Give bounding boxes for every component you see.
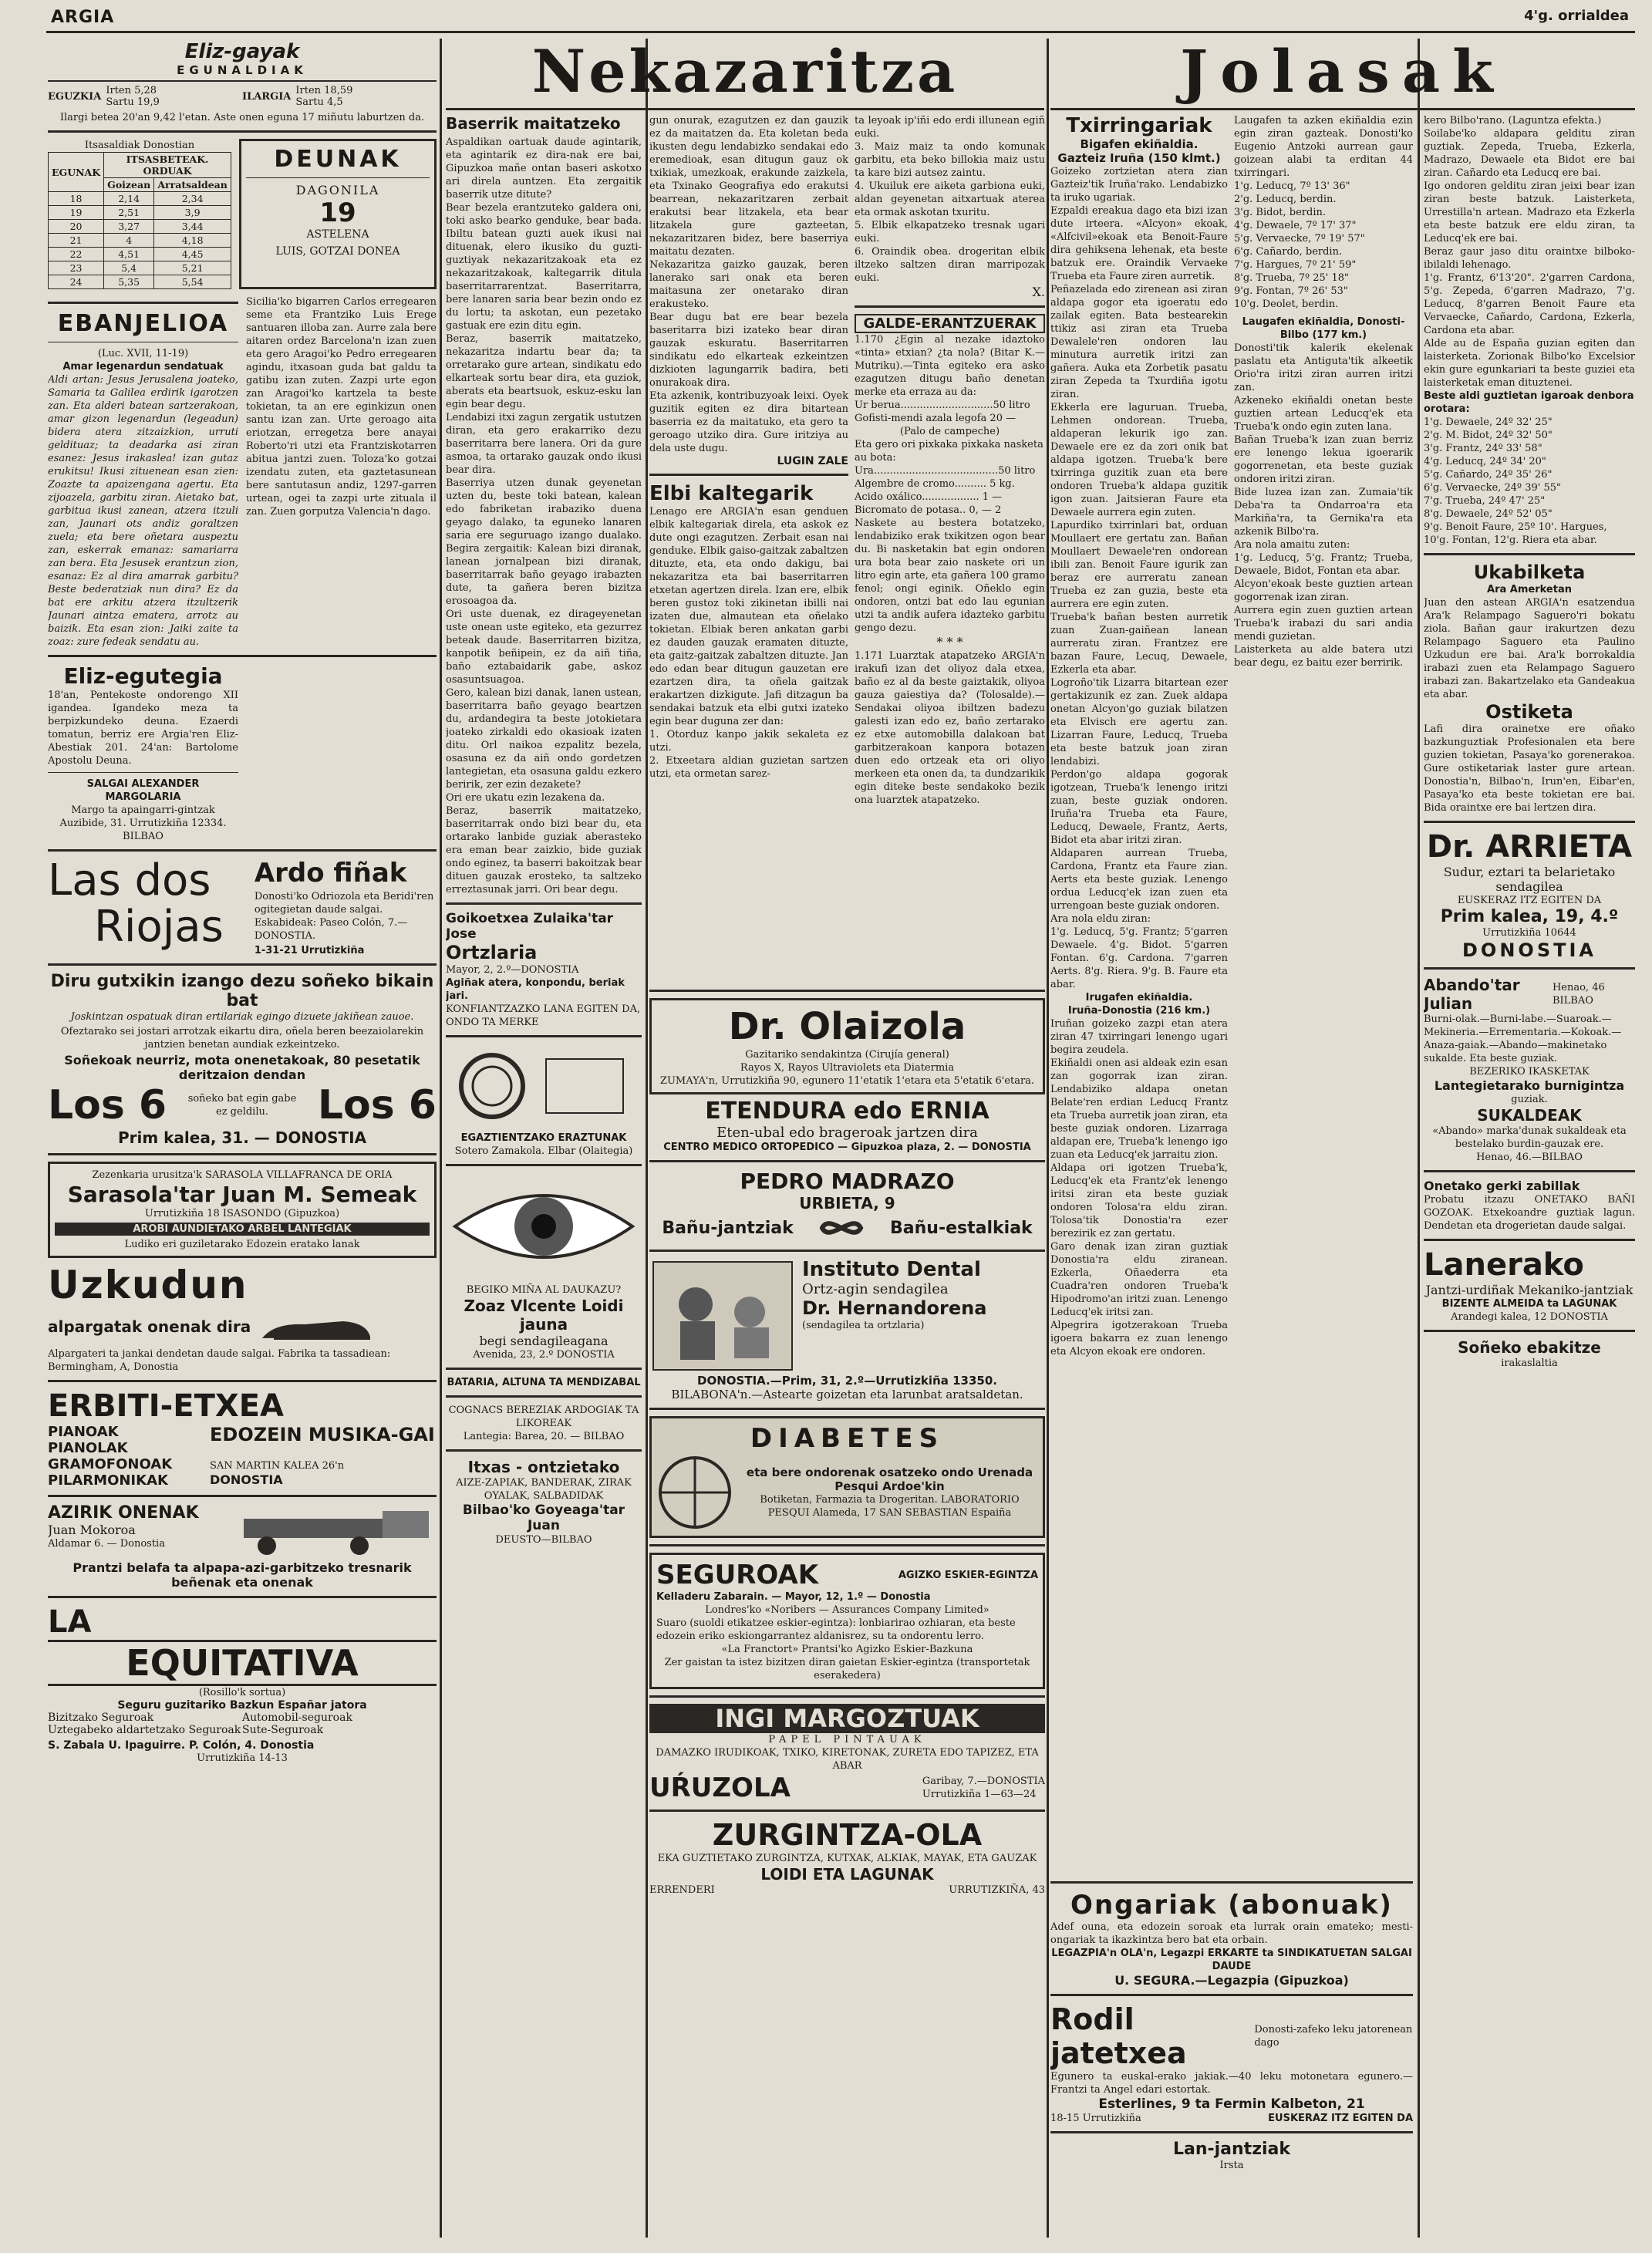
urrutizkina-43: URRUTIZKIÑA, 43 (949, 1884, 1045, 1896)
txirrin-title: Txirringariak (1066, 114, 1212, 137)
jol-t15: Alpegrira igotzerakoan Trueba igoera bakarra ez zuan lenengo eta Alcyon ekoak ere ondoren. (1050, 1320, 1228, 1358)
ingi-title: INGI MARGOZTUAK (649, 1704, 1045, 1733)
nek-p3: Beraz, baserrik maitatzeko, nekazaritza indartu bear da; ta orretarako gure artean, sindikatu edo elkarteak sortu bear dira, eta guziok, aberats eta beartsuok, eskuz-esku lan egin bear degu. (446, 333, 642, 410)
diru-text: Ofeztarako sei jostari arrotzak eikartu dira, oñela beren beezaiolarekin jantzien benetan aundiak ezkeintzeko. (60, 1026, 424, 1051)
galde-3: Gofisti-mendi azala legofa 20 — (855, 413, 1016, 424)
etendura-sub: Eten-ubal edo brageroak jartzen dira (716, 1125, 978, 1141)
olaizola-text: Rayos X, Rayos Ultraviolets eta Diatermia (740, 1062, 955, 1074)
loidi-lagunak: LOIDI ETA LAGUNAK (760, 1865, 934, 1884)
jol-t12: Ekiñaldi onen asi aldeak ezin esan zan gogorrak izan ziran. Lendabiziko aldapa onetan Belate'ren erdian Leducq Frantz eta Trueba aurretik joan ziran, eta beste guziak ondoren. Lizarraga aldapan ere, Trueba'k lenengo igo zuan eta Leducq'ek jarraitu zion. (1050, 1057, 1228, 1161)
loidi-title: Zoaz Vlcente Loidi jauna (464, 1297, 624, 1334)
farm-machine-icon (236, 1503, 437, 1557)
nek-p18: 6. Oraindik obea. drogeritan elbik iltzeko saltzen diran marripozak euki. (855, 246, 1045, 284)
nek-p5: Baserriya utzen dunak geyenetan uzten du, beste toki batean, kalean edo fabriketan irabaziko duena geyago dalako, ta eguneko lanaren saria ere seguruago izango dualako. Begira zergaitik: Kalean bizi diranak, lanean jornalpean bizi diranak, baserritarrak baño geyago irabazten dute, ta gañera beren bizitza erosoagoa da. (446, 477, 642, 607)
eguzkia-label: EGUZKIA (48, 90, 102, 103)
dagonila: DAGONILA (295, 183, 380, 197)
erbiti-city: DONOSTIA (210, 1472, 283, 1487)
seguroak-sub: AGIZKO ESKIER-EGINTZA (898, 1569, 1038, 1581)
ukabilketa-text: Juan den astean ARGIA'n esatzendua Ara'k Relampago Saguero'ri bokatu ziola. Bañan gaur irakurtzen dezu Relampago Saguero eta Paulino Uzkudun ere bai. Ara'k borrokaldia irabazi zuen eta Relampago Saguero irabazi zan. Bakartzelako eta Gandeakua eta abar. (1424, 597, 1635, 700)
aldamar: Aldamar 6. — Donostia (48, 1538, 165, 1550)
dentist-icon (649, 1258, 796, 1374)
jol-t18: Azkeneko ekiñaldi onetan beste guztien artean Leducq'ek eta Trueba'k ondo egin zuten lana. (1234, 395, 1413, 433)
nek-p1: Aspaldikan oartuak daude agintarik, eta agintarik ez dira-nak ere bai, Gipuzkoa mañe ontan baseri askotxo ari direla auntzen. Eta zergaitik baserrik utze ditute? (446, 137, 642, 201)
erbiti-ad (48, 1388, 437, 1489)
jol-t2: Ezpaldi ereakua dago eta bizi izan dute irteera. «Alcyon» ekoak, «Alfcivil»ekoak eta Benoit-Faure dira gehiksena lehenak, eta beste batzuk ere. Oraindik Vervaeke Trueba eta Faure ziren aurretik. (1050, 205, 1228, 282)
galde-11: 1.171 Luarztak atapatzeko ARGIA'n irakufi izan det oliyoz dala etxea, baño ez al da beste gaiztakik, oliyoa gauza gaiestiya da? (Tolosalde).—Sendakai oliyoa ibiltzen badezu galesti izan edo ez, baño zertarako ez etxe automobilla dalakoan bat garbitzerakoan kanpora botazen duen edo ortzeak eta ori oliyo merkeen eta onen da, ta dundzarikik egin diteke beste sendakoko bezik ona luarztek atapatzeko. (855, 650, 1045, 806)
ardo-finak: Ardo fiñak (254, 858, 407, 889)
banu-jantziak: Bañu-jantziak (662, 1218, 794, 1238)
table-row: 22 4,51 4,45 (49, 248, 231, 261)
nek-sig: LUGIN ZALE (777, 455, 848, 467)
nek-p16: 4. Ukuiluk ere aiketa garbiona euki, aldan geyenetan aitxartuak aterea eta ormak askotan txuritu. (855, 180, 1045, 218)
jol-t4: Ekkerla ere laguruan. Trueba, Lehmen ondorean. Trueba, aldaperan lekurik igo zan. Dewaele ere ez da zori onik bat aldapa igotzen. Trueba'k bere txirringa guzitik zuan eta bere ondoren Trueba'k aldapa guzitik igon zuan. Jaitsieran Faure eta Dewaele aurrera egin zuten. (1050, 402, 1228, 518)
saint-text: Sicilia'ko bigarren Carlos erregearen seme eta Frantziko Luis Erege santuaren illoba zan. Aurre zala bere aitaren ordez Barcelona'n izan zuen eta gero Aragoi'ko Pedro erregearen agindu, itxasoan guda bat galdu ta gatibu izan zuten. Zazpi urte egon zan Aragoi'ko kartzela ta beste tokietan, ta an ere eginkizun onen santu izan zan. Urte geroago aita eriotzan, erregetza bere anayai Roberto'ri utzi eta Frantziskotarren abitua jantzi zuen. Toloza'ko gotzai izendatu zuten, eta gaztetasunean bere santutasun andiz, 1297-garren urtean, ogei ta zazpi urte zituala il zan. Zuen gorputza Valencia'n dago. (246, 296, 437, 518)
riojas: Riojas (94, 902, 224, 952)
jol-t11: Iruñan goizeko zazpi etan atera ziran 47 txirringari lenengo ugari begira zeudela. (1050, 1018, 1228, 1056)
papel: PAPEL PINTAUAK (768, 1734, 926, 1745)
uruzola-addr: Garibay, 7.—DONOSTIA (922, 1776, 1045, 1787)
masthead-right: 4'g. orrialdea (1524, 8, 1629, 24)
nek-p10: gun onurak, ezagutzen ez dan gauzik ez da maitatzen da. Eta koletan beda ikusten degu lendabizko sendakai edo eremedioak, esan ditugun gauz ok txikiak, umezkoak, erakunde zaizkela, eta Txinako Geografiya edo erakutsi bearrean, nekazaritzaren zerbait erakutsi bear litzakela, eta bear litzakela gure gazteetan, nekazaritzaren bidez, bere baserriya maitatu dezaten. (649, 115, 848, 258)
erraztuna-note: EGAZTIENTZAKO ERAZTUNAK (460, 1132, 627, 1144)
galde-1: 1.170 ¿Egin al nezake idaztoko «tinta» etxian? ¿ta nola? (Bitar K.—Mutriku).—Tinta egiteko era asko ezagutzen ditugu baño denetan merke eta erraza au da: (855, 334, 1045, 398)
irsta: Irsta (1219, 2160, 1244, 2171)
sarasola-top: Zezenkaria urusitza'k SARASOLA VILLAFRANCA DE ORIA (92, 1169, 393, 1181)
jol-t10: Ara nola eldu ziran: (1050, 913, 1151, 925)
lasdos: Las dos (48, 855, 211, 906)
masthead-left: ARGIA (51, 8, 115, 27)
rule-3 (1047, 39, 1049, 2238)
jol-t22: Alcyon'ekoak beste guztien artean gogorrenak izan ziran. (1234, 578, 1413, 603)
pianolak: PIANOLAK (48, 1440, 128, 1456)
gazteiz: Gazteiz Iruña (150 klmt.) (1057, 151, 1221, 165)
irugarren: Irugafen ekiñaldia. (1085, 992, 1193, 1003)
azirik-ad (48, 1503, 437, 1557)
jol-t3: Peñazelada edo zirenean asi ziran aldapa gogor eta igoeratu edo zailak egiten. Bata bestearekin ttikiz asi ziran eta Trueba Dewalele'ren ondoren lau minutura aurretik iritzi zan gañera. Auka eta Zorbetik pasatu ziran Zepeda ta Txurdiña igotu ziran. (1050, 284, 1228, 400)
sukaldeak-text: «Abando» marka'dunak sukaldeak eta bestelako burdin-gauzak ere. (1432, 1125, 1627, 1150)
onetako-text: Probatu itzazu ONETAKO BAÑI GOZOAK. Etxekoandre guztiak lagun. Dendetan eta drogerietan daude salgai. (1424, 1194, 1635, 1232)
deunak-title: DEUNAK (274, 146, 402, 173)
goikoetxea-title: Goikoetxea Zulaika'tar Jose (446, 911, 614, 942)
ludiko: Ludiko eri guziletarako Edozein eratako lanak (124, 1239, 360, 1250)
baserri-title: Baserrik maitatzeko (446, 114, 621, 133)
jol-t24: Laisterketa au alde batera utzi bear degu, ez baitu ezer berririk. (1234, 644, 1413, 669)
arrivals-2: 1'g. Leducq, 5'g. Frantz; Trueba, Dewaele, Bidot, Fontan eta abar. (1234, 552, 1413, 577)
azirik-title: AZIRIK ONENAK (48, 1503, 199, 1523)
arrieta-title: Dr. ARRIETA (1426, 829, 1633, 865)
jol-t21: Ara nola amaitu zuten: (1234, 539, 1350, 551)
general-list: 1'g. Dewaele, 24º 32' 25" 2'g. M. Bidot, 24º 32' 50" 3'g. Frantz, 24º 33' 58" 4'g. Leducq, 24º 34' 20" 5'g. Cañardo, 24º 35' 26" 6'g. Vervaecke, 24º 39' 55" 7'g. Trueba, 24º 47' 25" 8'g. Dewaele, 24º 52' 05" 9'g. Benoit Faure, 25º 10'. Hargues, 10'g. Fontan, 12'g. Riera eta abar. (1424, 417, 1607, 546)
jol-t17: Donosti'tik kalerik ekelenak paslatu eta Antiguta'tik alkeetik Orio'ra iritzi ziran aurren iritzi zan. (1234, 342, 1413, 393)
galde-2: Ur berua.............................50 litro (855, 400, 1030, 411)
gramofonoak: GRAMOFONOAK (48, 1456, 173, 1472)
ukabilketa-title: Ukabilketa (1473, 562, 1586, 583)
las-dos-riojas-ad (48, 855, 437, 957)
sanmartin: SAN MARTIN KALEA 26'n (210, 1460, 345, 1472)
euskeraz: EUSKERAZ ITZ EGITEN DA (1268, 2113, 1413, 2124)
seguroak-text4: Zer gaistan ta istez bizitzen diran gaietan Eskier-egintza (transportetak eserakedera) (664, 1657, 1030, 1681)
onetako-title: Onetako gerki zabillak (1424, 1179, 1580, 1193)
nek-p6: Ori uste duenak, ez dirageyenetan uste onean uste egiteko, eta gezurrez beteak daude. Baserritarren bizitza, kanpotik beñipein, ez da aiñ tiña, baño eztabaidarik gabe, askoz osasuntsuagoa. (446, 609, 642, 686)
instituto-title: Instituto Dental (802, 1258, 981, 1281)
jol-col-a (1050, 114, 1228, 1875)
nek-p7: Gero, kalean bizi danak, lanen ustean, baserritarra baño geyago beartzen du, ardandegira ta beste jotokietara joateko zirkaldi edo okasioak izaten ditu. Orl naikoa ezpalitz bezela, osasuna ez da aiñ ondo gordetzen lantegietan, eta osasuna galdu ezkero beririk, zer ezin dezakete? (446, 687, 642, 791)
bizente: BIZENTE ALMEIDA ta LAGUNAK (1441, 1298, 1617, 1310)
tide-table: EGUNAK ITSASBETEAK. ORDUAK Goizean Arratsaldean 18 2,14 2,34 19 2,51 3,9 20 3,27 3,44 21 4 4,18 22 4,51 4,45 23 5,4 5,21 24 5,35 5,54 (48, 152, 231, 289)
ostiketa-title: Ostiketa (1485, 701, 1573, 723)
zurgintza-text: EKA GUZTIETAKO ZURGINTZA, KUTXAK, ALKIAK, MAYAK, ETA GAUZAK (657, 1853, 1037, 1864)
olaizola-ad (649, 998, 1045, 1094)
ingi-text: DAMAZKO IRUDIKOAK, TXIKO, KIRETONAK, ZURETA EDO TAPIZEZ, ETA ABAR (656, 1747, 1039, 1772)
jol-col-c (1424, 114, 1635, 2238)
lantegia: Lantegia: Barea, 20. — BILBAO (463, 1431, 625, 1442)
jolasak-title: Jolasak (1180, 37, 1505, 106)
nek-rule (446, 108, 1044, 110)
henao: Henao, 46.—BILBAO (1476, 1152, 1583, 1163)
nek-p14: ta leyoak ip'iñi edo erdi illunean egiñ euki. (855, 115, 1045, 140)
urbieta: URBIETA, 9 (799, 1194, 895, 1213)
jol-t19: Bañan Trueba'k izan zuan berriz ere lenengo lekua igoerarik gogorrenetan, eta beste guziak ondoren iritzi ziran. (1234, 434, 1413, 485)
jol-t7: Logroño'tik Lizarra bitartean ezer gertakizunik ez zan. Zuek aldapa onetan Alcyon'go guziak bilatzen eta Elvisch ere agertu zan. Lizarran Faure, Leducq, Trueba eta beste batzuk joan ziran lendabizi. (1050, 677, 1228, 767)
konf: KONFIANTZAZKO LANA EGITEN DA, ONDO TA MERKE (446, 1003, 641, 1028)
etendura-addr: CENTRO MEDICO ORTOPEDICO — Gipuzkoa plaza, 2. — DONOSTIA (663, 1142, 1031, 1153)
jol-t23: Aurrera egin zuen guztien artean Trueba'k irabazi du sari andia mendi guzietan. (1234, 605, 1413, 643)
sute: Sute-Seguroak (242, 1724, 324, 1736)
sarasola-name: Sarasola'tar Juan M. Semeak (67, 1182, 417, 1207)
esterlines: Esterlines, 9 ta Fermin Kalbeton, 21 (1098, 2096, 1365, 2112)
hernan-addr: DONOSTIA.—Prim, 31, 2.º—Urrutizkiña 13350. (697, 1374, 997, 1388)
table-row: 21 4 4,18 (49, 234, 231, 248)
rodil-title: Rodil jatetxea (1050, 2002, 1187, 2070)
jolasak-bottom-ads (1050, 1875, 1413, 2238)
galde-10: Naskete au bestera botatzeko, lendabiziko erak txikitzen ogon bear du. Bi nasketakin bat egin ondoren ura bota bear zaio naskete ori un litro egin arte, eta gañera 100 gramo fenol; ongi eginik. Oñeklo egin ondoren, ontzi bat edo lau egunian utzi ta andik aufera idazteko garbitu gengo dezu. (855, 518, 1045, 634)
zabala: S. Zabala U. Ipaguirre. P. Colón, 4. Donostia (48, 1739, 315, 1752)
bizente-addr: Arandegi kalea, 12 DONOSTIA (1451, 1311, 1608, 1323)
ortz-agin: Ortz-agin sendagilea (802, 1281, 949, 1297)
table-row: 18 2,14 2,34 (49, 192, 231, 206)
seguroak-title: SEGUROAK (656, 1560, 819, 1590)
uzkudun-text: Alpargateri ta jankai dendetan daude salgai. Fabrika ta tassadiean: Bermingham, A, Donostia (48, 1348, 391, 1373)
frantzi-text: Prantzi belafa ta alpapa-azi-garbitzeko tresnarik beñenak eta onenak (72, 1560, 412, 1590)
uztegabe: Uztegabeko aldartetzako Seguroak (48, 1724, 241, 1736)
rule-1 (440, 39, 442, 2238)
jol-t16: Laugafen ta azken ekiñaldia ezin egin ziran gazteak. Donosti'ko Eugenio Antzoki aurrean gaur goizean alabi ta erditan 44 txirringari. (1234, 115, 1413, 179)
irten2: Irten 18,59 (295, 85, 353, 96)
bataria: BATARIA, ALTUNA TA MENDIZABAL (447, 1377, 641, 1388)
erbiti-title: ERBITI-ETXEA (48, 1388, 284, 1424)
arobi: AROBI AUNDIETAKO ARBEL LANTEGIAK (55, 1223, 430, 1236)
olaizola-title: Dr. Olaizola (728, 1005, 966, 1048)
ongariak-text: Adef ouna, eta edozein soroak eta lurrak orain emateko; mesti-ongariak ta ikazkintza bero bat eta orbain. (1050, 1921, 1413, 1946)
deunak-box (239, 139, 437, 289)
pesqui-logo-icon (656, 1454, 733, 1531)
nek-p13: Eta azkenik, kontribuzyoak leixi. Oyek guzitik egiten ez dira bitartean baserria ez da maitatuko, eta gero ta geroago utziko dira. Gure iritziya au dela uste dugu. (649, 390, 848, 454)
deusto: DEUSTO—BILBAO (495, 1534, 592, 1546)
ring-icon (446, 1044, 639, 1128)
loidi-sub: begi sendagileagana (479, 1334, 609, 1348)
automobil: Automobil-seguroak (242, 1712, 352, 1724)
ara-amerketan: Ara Amerketan (1487, 584, 1572, 595)
sukaldeak: SUKALDEAK (1477, 1106, 1582, 1125)
egunaldiak: EGUNALDIAK (177, 63, 308, 77)
goikoetxea-ad (446, 911, 642, 1029)
itxas-text: AIZE-ZAPIAK, BANDERAK, ZIRAK OYALAK, SALBADIDAK (456, 1477, 632, 1502)
hernan-title: Dr. Hernandorena (802, 1297, 987, 1319)
pilarmonikak: PILARMONIKAK (48, 1472, 168, 1489)
rule-2 (646, 39, 648, 2238)
astelena: ASTELENA (306, 228, 369, 241)
seguroak-text3: «La Franctort» Prantsi'ko Agizko Eskier-Bazkuna (721, 1644, 973, 1655)
table-row: 20 3,27 3,44 (49, 220, 231, 234)
diabetes-sub: Botiketan, Farmazia ta Drogeritan. LABORATORIO PESQUI Alameda, 17 SAN SEBASTIAN Espaiña (760, 1494, 1020, 1519)
sarasola-sub: Urrutizkiña 18 ISASONDO (Gipuzkoa) (144, 1208, 340, 1219)
nek-p4: Lendabizi itxi zagun zergatik ustutzen diran, eta gero erakarriko dezu baserritarra bere lanera. Ori da gure asmoa, ta ortarako gauzak ondo ikusi bear dira. (446, 412, 642, 476)
cognacs: COGNACS BEREZIAK ARDOGIAK TA LIKOREAK (448, 1405, 639, 1429)
begiko: BEGIKO MIÑA AL DAUKAZU? (466, 1284, 622, 1296)
saint-name: LUIS, GOTZAI DONEA (275, 245, 400, 258)
sarasola-ad (48, 1162, 437, 1258)
ikas: irakaslaltia (1501, 1358, 1558, 1369)
dental-ad (649, 1258, 1045, 1374)
sonekoak: Soñekoak neurriz, mota onenetakoak, 80 pesetatik deritzaion dendan (64, 1053, 420, 1082)
top-rule (46, 31, 1635, 33)
uzkudun-title: Uzkudun (48, 1263, 248, 1307)
bigarren: Bigafen ekiñaldia. (1080, 137, 1199, 151)
sun-moon-table (48, 82, 437, 111)
olaizola-text2: ZUMAYA'n, Urrutizkiña 90, egunero 11'etatik 1'etara eta 5'etatik 6'etara. (659, 1075, 1035, 1087)
nek-p15: 3. Maiz maiz ta ondo komunak garbitu, eta beko billokia maiz ustu ta kare bizi autsez zaintu. (855, 141, 1045, 179)
jol-t8: Perdon'go aldapa gogorak igotzean, Trueba'k lenengo iritzi zuan, beste guziak ondoren. Iruña'ra Trueba eta Faure, Leducq, Dewaele, Frantz, Aerts, Bidot eta abar iritzi ziran. (1050, 769, 1228, 846)
seguroak-text: Londres'ko «Noribers — Assurances Company Limited» (705, 1604, 990, 1616)
eliz-egutegia-title: Eliz-egutegia (63, 663, 223, 689)
aginak: Agiñak atera, konpondu, beriak jari. (446, 977, 625, 1002)
galde-8: Acido oxálico.................. 1 — (855, 491, 1003, 503)
ebanjelioa-title: EBANJELIOA (57, 310, 229, 337)
zurgintza-title: ZURGINTZA-OLA (712, 1818, 983, 1852)
arrieta-tel: Urrutizkiña 10644 (1482, 927, 1576, 939)
galde-5: Eta gero ori pixkaka pixkaka nasketa au bota: (855, 439, 1043, 464)
nek-p11: Nekazaritza gaizko gauzak, beren lanerako sari onak eta beren maitasuna zer onetarako diran erakusteko. (649, 259, 848, 310)
jol-t1: Goizeko zortzietan atera zian Gazteiz'tik Iruña'rako. Lendabizko ta iruko ugariak. (1050, 166, 1228, 204)
arrieta-addr: Prim kalea, 19, 4.º (1440, 907, 1619, 926)
diabetes-title: DIABETES (750, 1423, 945, 1454)
equitativa-ad (48, 1604, 437, 1765)
ilargia-label: ILARGIA (242, 90, 292, 103)
moon-note: Ilargi betea 20'an 9,42 l'etan. Aste onen eguna 17 miñutu laburtzen da. (59, 112, 425, 123)
column-left (48, 40, 437, 2238)
abando-text: Burni-olak.—Burni-labe.—Suaroak.—Mekineria.—Errementaria.—Kokoak.—Anaza-gaiak.—Abando—makinetako sukalde. Eta beste guziak. (1424, 1014, 1622, 1064)
rosillo: (Rosillo'k sortua) (198, 1687, 286, 1698)
zabala-tel: Urrutizkiña 14-13 (197, 1752, 288, 1764)
ardo-text: Donosti'ko Odriozola eta Beridi'ren ogitegietan daude salgai. Eskabideak: Paseo Colón, 7.—DONOSTIA. (254, 891, 434, 942)
madrazo-title: PEDRO MADRAZO (740, 1169, 955, 1194)
ardo-tel: 1-31-21 Urrutizkiña (254, 945, 365, 956)
x-sig: X. (1032, 285, 1045, 299)
galde-9: Bicromato de potasa.. 0, — 2 (855, 504, 1002, 516)
rule-4 (1418, 39, 1420, 2238)
galde-7: Algembre de cromo.......... 5 kg. (855, 478, 1015, 490)
prim-kalea: Prim kalea, 31. — DONOSTIA (117, 1128, 367, 1147)
uruzola-title: UŔUZOLA (649, 1772, 791, 1803)
nek-p8: Ori ere ukatu ezin lezakena da. (446, 792, 605, 804)
elbi-text: Lenago ere ARGIA'n esan genduen elbik kaltegariak direla, eta askok ez dute ongi ezagutzen. Zerbait esan nai genduke. Elbik gaiso-gaitzak zabaltzen dituzte, eta, eta ondo dakigu, bai nekazaritza eta bai baserritarren etxetan agertzen direla. Izan ere, elbik beren gustoz toki zikinetan ibilli nai izaten due, almautean eta oñelako tokietan. Elbiak beren ankatan garbi ez dauden gauzak eramaten dituzte, eta gaitz-gaitzak zabaltzen dituzte. Jan edo edan bear ditugun gauzetan ere ezartzen dira, ta oñela gaitzak erakartzen dizkigute. Jafi ditzagun ba sendakai batzuk eta elbi gutxi izateko egin bear duguna zer dan: (649, 506, 848, 727)
jol-t6: Trueba'k bañan besten aurretik zuan Zuan-gaiñean lanean aurreratu ziran. Frantzez ere bazan Faure, Lecuq, Dewaele, Ezkerla eta abar. (1050, 612, 1228, 676)
la-label: LA (48, 1604, 92, 1640)
laugarren: Laugafen ekiñaldia, Donosti-Bilbo (177 km.) (1242, 316, 1405, 341)
seguroak-line: Kelladeru Zabarain. — Mayor, 12, 1.º — Donostia (656, 1591, 931, 1603)
nek-p17: 5. Elbik elkapatzeko tresnak ugari euki. (855, 220, 1045, 245)
uzkudun-ad (48, 1263, 437, 1374)
nek-p9: Beraz, baserrik maitatzeko, baserritarrak ondo bizi bear du, eta ortarako lanbide guziak aberasteko era eman bear zaizkio, bide guziak ondo eginez, ta baserri bakoitzak bear dituen gauzak erosteko, ta saltzeko erreztasunak jarri. Ori bear degu. (446, 805, 642, 895)
olaizola-sub: Gazitariko sendakintza (Cirujía general) (745, 1049, 949, 1061)
table-row: 23 5,4 5,21 (49, 261, 231, 275)
jolasak-rule (1050, 108, 1635, 110)
elbi-title: Elbi kaltegarik (649, 482, 814, 505)
jol-t9: Aldaparen aurrean Trueba, Cardona, Frantz eta Faure zian. Aerts eta beste guziak. Lenengo ordua Leducq'ek izan zuen eta urrengoan beste guziak ondoren. (1050, 848, 1228, 912)
sartu2: Sartu 4,5 (295, 96, 343, 108)
shoe-icon (258, 1307, 374, 1346)
abando-addr: Henao, 46 BILBAO (1552, 982, 1605, 1007)
stage-list: 1'g. Leducq, 7º 13' 36" 2'g. Leducq, berdin. 3'g. Bidot, berdin. 4'g. Dewaele, 7º 17' 37" 5'g. Vervaecke, 7º 19' 57" 6'g. Cañardo, berdin. 7'g. Hargues, 7º 21' 59" 8'g. Trueba, 7º 25' 18" 9'g. Fontan, 7º 26' 53" 10'g. Deolet, berdin. (1234, 180, 1365, 310)
table-row: 24 5,35 5,54 (49, 275, 231, 289)
tel-18: 18-15 Urrutizkiña (1050, 2113, 1141, 2124)
ebanjelioa-ref: (Luc. XVII, 11-19) (97, 348, 189, 359)
sartu1: Sartu 19,9 (106, 96, 160, 108)
ebanjelioa-text: Aldi artan: Jesus Jerusalena joateko, Samaria ta Galilea erdirik igarotzen zan. Eta alderi batean sartzerakoan, amar gizon legenardun (legeadun) bidera atera zitzaizkion, urruti geldituaz; ta deadarka asi ziran esanez: Jesus irakaslea! izan gutaz erukitsu! Ikusi zituenean esan zien: Zoazte ta apaizengana agertu. Eta zijoazela, garbitu ziran. Aietako bat, garbitua ikusi zanean, atzera itzuli zan, Jaunari ots andiz goraltzen zuela; eta bere oñetara auspeztu zan, eskerrak emanaz: samariarra zan bera. Eta Jesusek erantzun zion, esanaz: Ez al dira amarrak garbitu? Beste bederatziak nun dira? Ez da bat ere arkitu atzera itzultzerik Jaunari aintza ematera, arrotz au baizik. Eta esan zion: Jaiki zaite ta zoaz: zure fedeak sendatu au. (48, 374, 238, 648)
bizitzako: Bizitzako Seguroak (48, 1712, 154, 1724)
arrieta-sub2: EUSKERAZ ITZ EGITEN DA (1457, 895, 1602, 906)
nek-p12: Bear dugu bat ere bear bezela baseritarra bizi izateko bear diran gauzak eskuratu. Baserritarren sindikatu edo elkarteak ezkeintzen dizkioten lagungarrik badira, beti onurakoak dira. (649, 312, 848, 389)
nekazaritza-title: Nekazaritza (531, 37, 959, 106)
soneko-title: Soñeko ebakitze (1458, 1338, 1601, 1357)
galde-6: Ura.......................................50 litro (855, 465, 1036, 477)
galde-title: GALDE-ERANTZUERAK (855, 314, 1045, 333)
ongariak-title: Ongariak (abonuak) (1070, 1890, 1393, 1921)
uruzola-tel: Urrutizkiña 1—63—24 (922, 1789, 1037, 1800)
jol-t20: Bide luzea izan zan. Zumaia'tik Deba'ra ta Ondarroa'ra eta Markiña'ra, ta Gernika'ra eta azkenik Bilbo'ra. (1234, 487, 1413, 538)
lanerako-text: Jantzi-urdiñak Mekaniko-jantziak (1425, 1283, 1633, 1297)
abando-note: BEZERIKO IKASKETAK (1469, 1066, 1590, 1078)
mokoroa: Juan Mokoroa (48, 1523, 136, 1537)
bilbo-title: Bilbao'ko Goyeaga'tar Juan (462, 1503, 625, 1533)
ostiketa-text: Lafi dira orainetxe ere oñako bazkunguztiak Profesionalen eta bere guzien tokietan, Pasaya'ko gorenerakoa. Gure ostiketariak laster gure artean. Donostia'n, Bilbao'n, Irun'en, Eibar'en, Pasaya'ko eta beste tokietan ere bai. Bida oraintxe ere bai lertzen dira. (1424, 723, 1635, 814)
knot-icon (818, 1213, 865, 1243)
jol-col-b (1234, 114, 1413, 1875)
hernan-sub: (sendagilea ta ortzlaria) (802, 1320, 925, 1331)
edozein-musika: EDOZEIN MUSIKA-GAI (210, 1424, 435, 1445)
jol-t14: Garo denak izan ziran guztiak Donostia'ra eldu ziranean. Ezkerla, Oñaederra eta Cuadra'ren ondoren Trueba'k Hipodromo'an iritzi zuan. Lenengo Leducq'ek iritsi zan. (1050, 1241, 1228, 1318)
usegura: U. SEGURA.—Legazpia (Gipuzkoa) (1114, 1973, 1349, 1988)
iruna-donostia: Iruña-Donostia (216 km.) (1067, 1005, 1211, 1017)
tide-title: Itsasaldiak Donostian (84, 140, 195, 151)
arrivals-1: 1'g. Leducq, 5'g. Frantz; 5'garren Dewaele. 4'g. Bidot. 5'garren Fontan. 6'g. Cardona. 7'garren Aerts. 8'g. Riera. 9'g. B. Faure eta abar. (1050, 926, 1228, 990)
jol-t13: Aldapa ori igotzen Trueba'k, Leducq'ek eta Frantz'ek lenengo iritsi ziran eta beste guziak ondoren Tolosa'ra eldu ziran. Tolosa'tik Donostia'ra ezer berezirik ez zan gertatu. (1050, 1162, 1228, 1239)
pianoak: PIANOAK (48, 1424, 119, 1440)
lantegietarako: Lantegietarako burnigintza (1434, 1078, 1625, 1093)
equitativa-title: EQUITATIVA (48, 1640, 437, 1686)
lan-jantziak: Lan-jantziak (1172, 2140, 1291, 2159)
loidi-addr: Avenida, 23, 2.º DONOSTIA (473, 1349, 615, 1361)
errenderi: ERRENDERI (649, 1884, 715, 1896)
eliz-egutegia-text: 18'an, Pentekoste ondorengo XII igandea. Igandeko meza ta berpizkundeko deuna. Ezaerdi tomatun, berriz ere Argia'ren Eliz-Abestiak 201. 24'an: Bartolome Apostolu Deuna. (48, 690, 238, 767)
seguroak-text2: Suaro (suoldi etikatzee eskier-egintza): lonbiarirao ozhiaran, eta beste edozein eriko eskiongarrantez aldanisrez, su ta ondorentu lerro. (656, 1617, 1016, 1642)
lanerako-title: Lanerako (1424, 1247, 1584, 1283)
itxas-title: Itxas - ontzietako (467, 1458, 620, 1476)
abando-title: Abando'tar Julian (1424, 976, 1520, 1013)
banu-estalkiak: Bañu-estalkiak (890, 1218, 1033, 1238)
eye-icon (446, 1172, 642, 1280)
nek-col-c: ta leyoak ip'iñi edo erdi illunean egiñ euki. 3. Maiz maiz ta ondo komunak garbitu, eta beko billokia maiz ustu ta kare bizi autsez zaintu. 4. Ukuiluk ere aiketa garbiona euki, aldan geyenetan aitxartuak aterea eta ormak askotan txuritu. 5. Elbik elkapatzeko tresnak ugari euki. 6. Oraindik obea. drogeritan elbik iltzeko saltzen diran marripozak euki. X. GALDE-ERANTZUERAK 1.170 ¿Egin al nezake idaztoko «tinta» etxian? ¿ta nola? (Bitar K.—Mutriku).—Tinta egiteko era asko ezagutzen ditugu baño denetan merke eta erraza au da: Ur berua.............................50 litro Gofisti-mendi azala legofa 20 — (Palo de campeche) Eta gero ori pixkaka pixkaka nasketa au bota: Ura.......................................50 litro Algembre de cromo.......... 5 kg. Acido oxálico.................. 1 — Bicromato de potasa.. 0, — 2 Naskete au bestera botatzeko, lendabiziko erak txikitzen ogon bear du. Bi nasketakin bat egin ondoren ura bota bear zaio naskete ori un litro egin arte, eta gañera 100 gramo fenol; ongi eginik. Oñeklo egin ondoren, ontzi bat edo lau egunian utzi ta andik aufera idazteko garbitu gengo dezu. * * * 1.171 Luarztak atapatzeko ARGIA'n irakufi izan det oliyoz dala etxea, baño ez al da beste gaiztakik, oliyoa gauza gaiestiya da? (Tolosalde).—Sendakai oliyoa ibiltzen badezu galesti izan edo ez, baño zertarako ez etxe automobilla dalakoan bat garbitzerakoan kanpora botazen duen edo ortzeak eta ori oliyo merkeen eta onen da, ta dundzarikik egin diteke beste sendakoko bezik ona luarztek atapatzeko. (855, 115, 1045, 806)
salgai-title: SALGAI ALEXANDER MARGOLARIA (86, 778, 200, 803)
salgai-text: Margo ta apaingarri-gintzak Auzibide, 31. Urrutizkiña 12334. BILBAO (59, 804, 227, 842)
jol-right1: kero Bilbo'rano. (Laguntza efekta.) (1424, 115, 1602, 126)
galde-4: (Palo de campeche) (899, 426, 1000, 437)
etendura-title: ETENDURA edo ERNIA (705, 1098, 990, 1125)
irten1: Irten 5,28 (106, 85, 157, 96)
alpargatak: alpargatak onenak dira (48, 1317, 251, 1336)
jol-right3: Igo ondoren gelditu ziran jeixi bear izan ziran beste batzuk. Laisterketa, Urrestilla'n artean. Madrazo eta Ezkerla eta beste batzuk ere eldu ziran, ta Leducq'ek ere bai. (1424, 180, 1635, 245)
eliz-gayak-title: Eliz-gayak (184, 40, 300, 63)
diabetes-ad (649, 1416, 1045, 1538)
diabetes-text: eta bere ondorenak osatzeko ondo Urenada Pesqui Ardoe'kin (746, 1465, 1033, 1493)
los6-ad (48, 972, 437, 1147)
rodil-text: Egunero ta euskal-erako jakiak.—40 leku motonetara egunero.—Frantzi ta Angel edari estortak. (1050, 2071, 1413, 2096)
los6-left: Los 6 (48, 1082, 167, 1128)
ortzlaria: Ortzlaria (446, 942, 538, 963)
arrieta-city: DONOSTIA (1462, 939, 1596, 961)
general-title: Beste aldi guztietan igaroak denbora orotara: (1424, 390, 1634, 415)
arrieta-sub: Sudur, eztari ta belarietako sendagilea (1443, 865, 1616, 894)
nek-col-a (446, 114, 642, 2238)
bilabona: BILABONA'n.—Astearte goizetan eta larunbat aratsaldetan. (671, 1388, 1023, 1401)
erraztuna-addr: Sotero Zamakola. Elbar (Olaitegia) (454, 1145, 633, 1157)
jol-right2: Soilabe'ko aldapara gelditu ziran guztiak. Zepeda, Trueba, Ezkerla, Madrazo, Dewaele eta Bidot ere bai ziran. Cañardo eta Leducq ere bai. (1424, 128, 1635, 179)
elbi-items: 1. Otorduz kanpo jakik sekaleta ez utzi. 2. Etxeetara aldian guzietan sartzen utzi, eta ormetan sarez- (649, 729, 848, 780)
diru-title: Diru gutxikin izango dezu soñeko bikain bat (50, 972, 434, 1010)
diru-sub: Joskintzan ospatuak diran ertilariak egingo dizuete jakiñean zauoe. (70, 1011, 414, 1023)
sonekoak2: soñeko bat egin gabe ez geldilu. (187, 1093, 297, 1118)
rodil-sub: Donosti-zafeko leku jatorenean dago (1254, 2024, 1413, 2049)
goiko-addr: Mayor, 2, 2.º—DONOSTIA (446, 964, 579, 976)
jol-t5: Lapurdiko txirrinlari bat, orduan Moullaert ere gertatu zan. Bañan Moullaert Dewaele'ren ondorean ibili zan. Benoit Faure igurik zan beraz ere aurreratu zanean Trueba ez zan guzia, beste eta aurrera ere egin zuten. (1050, 520, 1228, 610)
table-row: 19 2,51 3,9 (49, 206, 231, 220)
ebanjelioa-sub: Amar legenardun sendatuak (62, 361, 224, 373)
seguroak-ad (649, 1553, 1045, 1689)
mid-ads (649, 983, 1045, 2238)
vuelta-text: Alde au de España guzian egiten dan laisterketa. Zorionak Bilbo'ko Excelsior ekin gure egunkariari ta beste guziei eta laisterketak eman dituztenei. (1424, 338, 1635, 389)
finals: 1'g. Frantz, 6'13'20". 2'garren Cardona, 5'g. Zepeda, 6'garren Madrazo, 7'g. Leducq, 8'garren Benoit Faure eta Vervaecke, Cañardo, Cardona, Ezkerla, Cardona eta abar. (1424, 272, 1635, 336)
guziak: guziak. (1511, 1094, 1548, 1105)
los6-right: Los 6 (317, 1082, 437, 1128)
legazpi: LEGAZPIA'n OLA'n, Legazpi ERKARTE ta SINDIKATUETAN SALGAI DAUDE (1051, 1948, 1412, 1972)
seguru-text: Seguru guzitariko Bazkun Españar jatora (117, 1699, 367, 1712)
nek-p2: Bear bezela erantzuteko galdera oni, toki asko bearko genduke, bear bada. Ibiltu batean guzti auek ikusi nai dituenak, elero ikusiko du guzti-guztiyak nekazaritzakoak eta ez nekazaritzakoak, kaltegarrik ditula baserritarrarentzat. Baserritarra, bere lanaren saria bear bezin ondo ez du lortu; ta askotan, eun pezetako gastuak ere ezin ditu egin. (446, 202, 642, 332)
day-number: 19 (319, 197, 356, 228)
jol-right4: Beraz gaur jaso ditu oraintxe bilboko-ibilaldi lehenago. (1424, 246, 1635, 271)
